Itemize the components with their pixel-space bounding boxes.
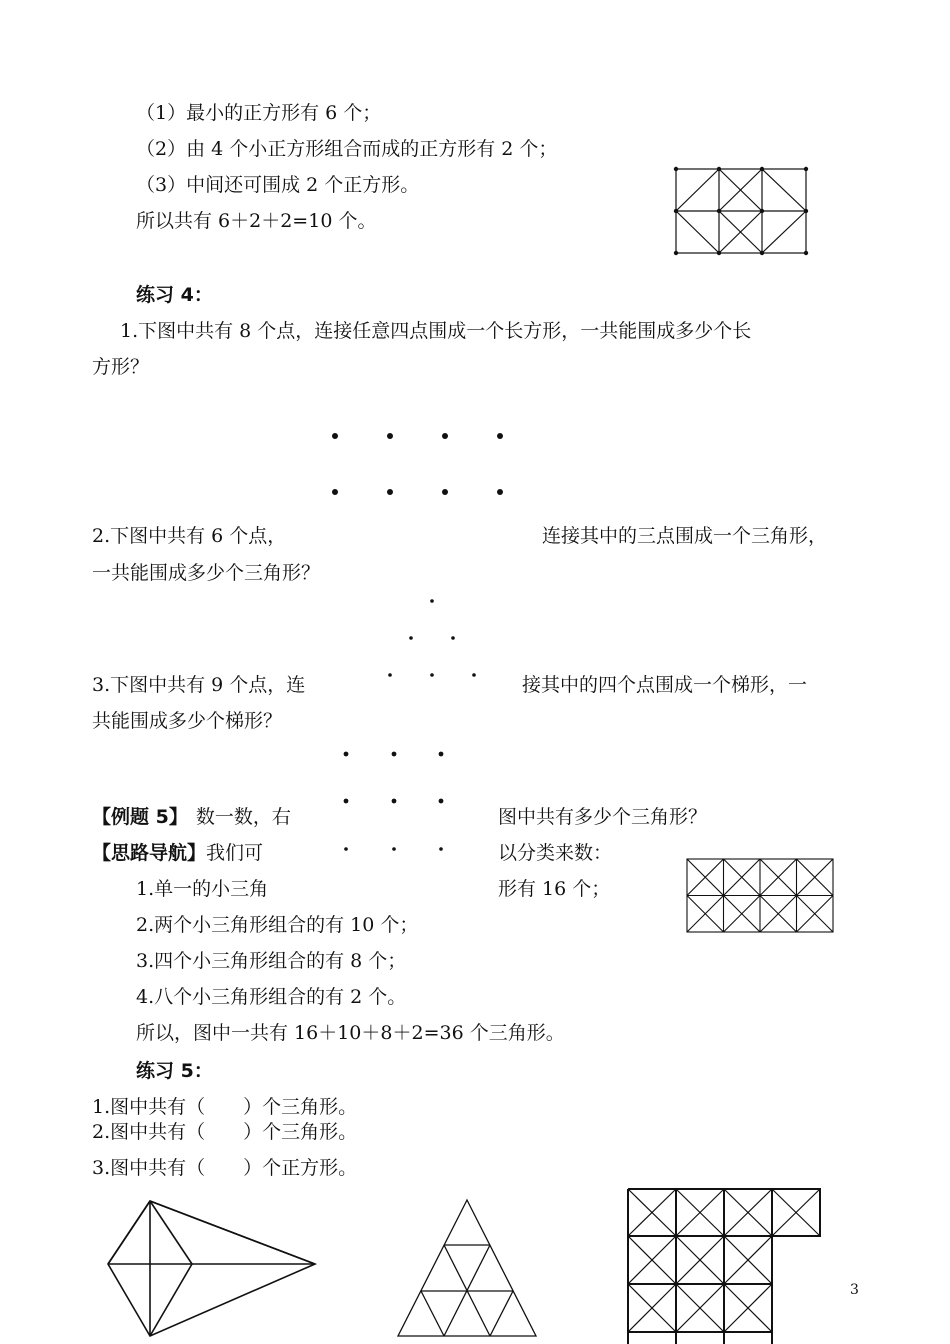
practice5-heading: 练习 5： [136,1060,213,1082]
example5-question-row [92,804,291,830]
example5-rectangle-triangles-figure [684,856,836,936]
practice4-q2-part2: 连接其中的三点围成一个三角形， [542,525,828,547]
practice4-q3-part2: 接其中的四个点围成一个梯形，一 [522,674,808,696]
subdivided-triangle-figure [392,1193,542,1344]
ex4-step2: （2）由 4 个小正方形组合而成的正方形有 2 个； [136,138,558,160]
practice4-q1-line1: 1.下图中共有 8 个点，连接任意四点围成一个长方形，一共能围成多少个长 [120,320,752,342]
eight-dots-figure [320,425,520,505]
practice5-q2: 2.图中共有（ ）个三角形。 [92,1121,358,1143]
example5-item1-part2: 形有 16 个； [498,878,611,900]
practice4-q1-line2: 方形？ [92,356,150,378]
practice5-q3: 3.图中共有（ ）个正方形。 [92,1157,358,1179]
example5-label: 【例题 5】 [92,806,188,828]
example5-item3: 3.四个小三角形组合的有 8 个； [136,950,407,972]
example5-question-part2: 图中共有多少个三角形？ [498,806,708,828]
page-number: 3 [850,1282,859,1298]
practice4-q2-part1: 2.下图中共有 6 个点， [92,525,287,547]
square-grid-figure [620,1183,830,1344]
practice4-q2-line2: 一共能围成多少个三角形？ [92,562,321,584]
example5-item1-part1: 1.单一的小三角 [136,878,269,900]
six-dots-triangle-figure [380,590,490,690]
kite-triangles-figure [100,1193,325,1344]
example5-guide-part1: 我们可 [206,842,264,864]
nine-dots-figure [330,740,460,860]
practice4-heading: 练习 4： [136,284,213,306]
ex4-total: 所以共有 6＋2＋2=10 个。 [136,210,377,232]
example5-total: 所以，图中一共有 16＋10＋8＋2=36 个三角形。 [136,1022,565,1044]
ex4-step1: （1）最小的正方形有 6 个； [136,102,382,124]
example5-guide-label: 【思路导航】 [92,842,207,864]
practice4-q3-line2: 共能围成多少个梯形？ [92,710,283,732]
practice4-q3-part1: 3.下图中共有 9 个点，连 [92,674,306,696]
example5-item2: 2.两个小三角形组合的有 10 个； [136,914,419,936]
example5-question-part1: 数一数，右 [195,806,291,828]
example5-item4: 4.八个小三角形组合的有 2 个。 [136,986,407,1008]
ex4-step3: （3）中间还可围成 2 个正方形。 [136,174,420,196]
example5-guide-part2: 以分类来数： [498,842,613,864]
practice5-q1: 1.图中共有（ ）个三角形。 [92,1096,358,1118]
example5-guide-row [92,840,263,866]
example4-square-grid-figure [670,163,812,259]
